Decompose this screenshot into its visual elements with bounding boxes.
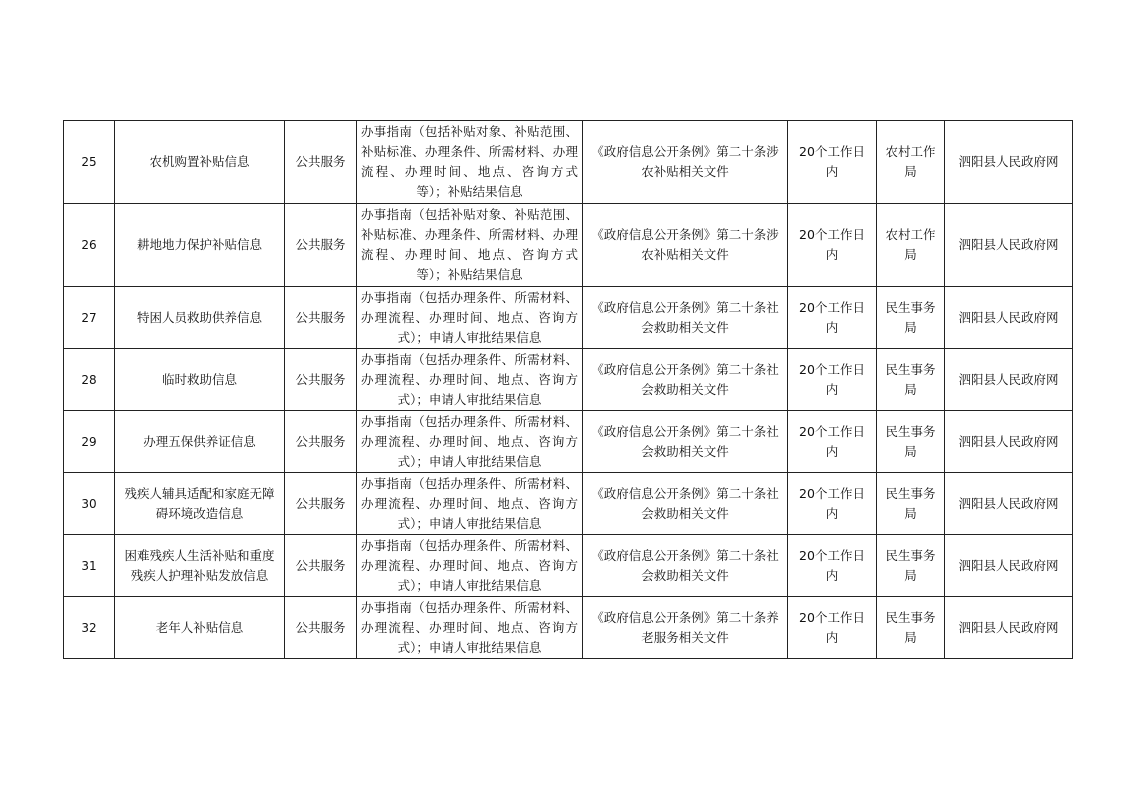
disclosure-basis: 《政府信息公开条例》第二十条社会救助相关文件 [583, 349, 788, 411]
row-number: 31 [64, 535, 115, 597]
responsible-dept: 民生事务局 [877, 473, 945, 535]
item-type: 公共服务 [285, 597, 357, 659]
disclosure-basis: 《政府信息公开条例》第二十条社会救助相关文件 [583, 535, 788, 597]
item-name: 残疾人辅具适配和家庭无障碍环境改造信息 [115, 473, 285, 535]
time-limit: 20个工作日内 [788, 121, 877, 204]
item-name: 办理五保供养证信息 [115, 411, 285, 473]
item-name: 临时救助信息 [115, 349, 285, 411]
disclosure-content: 办事指南（包括办理条件、所需材料、办理流程、办理时间、地点、咨询方式）；申请人审批结果信息 [357, 349, 583, 411]
item-type: 公共服务 [285, 535, 357, 597]
item-name: 困难残疾人生活补贴和重度残疾人护理补贴发放信息 [115, 535, 285, 597]
publish-channel: 泗阳县人民政府网 [945, 411, 1073, 473]
table-row [64, 411, 1073, 473]
item-name: 特困人员救助供养信息 [115, 287, 285, 349]
item-name: 耕地地力保护补贴信息 [115, 204, 285, 287]
responsible-dept: 农村工作局 [877, 204, 945, 287]
row-number: 25 [64, 121, 115, 204]
disclosure-basis: 《政府信息公开条例》第二十条社会救助相关文件 [583, 473, 788, 535]
row-number: 29 [64, 411, 115, 473]
disclosure-basis: 《政府信息公开条例》第二十条涉农补贴相关文件 [583, 121, 788, 204]
responsible-dept: 农村工作局 [877, 121, 945, 204]
disclosure-basis: 《政府信息公开条例》第二十条社会救助相关文件 [583, 411, 788, 473]
disclosure-content: 办事指南（包括补贴对象、补贴范围、补贴标准、办理条件、所需材料、办理流程、办理时间、地点、咨询方式等）；补贴结果信息 [357, 204, 583, 287]
time-limit: 20个工作日内 [788, 597, 877, 659]
disclosure-basis: 《政府信息公开条例》第二十条涉农补贴相关文件 [583, 204, 788, 287]
row-number: 26 [64, 204, 115, 287]
time-limit: 20个工作日内 [788, 473, 877, 535]
disclosure-content: 办事指南（包括办理条件、所需材料、办理流程、办理时间、地点、咨询方式）；申请人审批结果信息 [357, 411, 583, 473]
responsible-dept: 民生事务局 [877, 287, 945, 349]
responsible-dept: 民生事务局 [877, 349, 945, 411]
disclosure-content: 办事指南（包括办理条件、所需材料、办理流程、办理时间、地点、咨询方式）；申请人审批结果信息 [357, 597, 583, 659]
table-row [64, 287, 1073, 349]
publish-channel: 泗阳县人民政府网 [945, 204, 1073, 287]
disclosure-content: 办事指南（包括办理条件、所需材料、办理流程、办理时间、地点、咨询方式）；申请人审批结果信息 [357, 287, 583, 349]
disclosure-content: 办事指南（包括办理条件、所需材料、办理流程、办理时间、地点、咨询方式）；申请人审批结果信息 [357, 473, 583, 535]
disclosure-basis: 《政府信息公开条例》第二十条养老服务相关文件 [583, 597, 788, 659]
row-number: 28 [64, 349, 115, 411]
table-row [64, 349, 1073, 411]
responsible-dept: 民生事务局 [877, 411, 945, 473]
disclosure-content: 办事指南（包括办理条件、所需材料、办理流程、办理时间、地点、咨询方式）；申请人审批结果信息 [357, 535, 583, 597]
responsible-dept: 民生事务局 [877, 597, 945, 659]
publish-channel: 泗阳县人民政府网 [945, 349, 1073, 411]
table-row [64, 204, 1073, 287]
publish-channel: 泗阳县人民政府网 [945, 287, 1073, 349]
item-type: 公共服务 [285, 287, 357, 349]
item-type: 公共服务 [285, 121, 357, 204]
item-type: 公共服务 [285, 349, 357, 411]
disclosure-content: 办事指南（包括补贴对象、补贴范围、补贴标准、办理条件、所需材料、办理流程、办理时间、地点、咨询方式等）；补贴结果信息 [357, 121, 583, 204]
disclosure-table [63, 120, 1073, 659]
item-type: 公共服务 [285, 204, 357, 287]
time-limit: 20个工作日内 [788, 287, 877, 349]
publish-channel: 泗阳县人民政府网 [945, 535, 1073, 597]
publish-channel: 泗阳县人民政府网 [945, 121, 1073, 204]
row-number: 30 [64, 473, 115, 535]
item-name: 农机购置补贴信息 [115, 121, 285, 204]
row-number: 32 [64, 597, 115, 659]
time-limit: 20个工作日内 [788, 535, 877, 597]
row-number: 27 [64, 287, 115, 349]
item-name: 老年人补贴信息 [115, 597, 285, 659]
table-row [64, 473, 1073, 535]
time-limit: 20个工作日内 [788, 204, 877, 287]
table-row [64, 121, 1073, 204]
time-limit: 20个工作日内 [788, 411, 877, 473]
table-row [64, 535, 1073, 597]
time-limit: 20个工作日内 [788, 349, 877, 411]
publish-channel: 泗阳县人民政府网 [945, 473, 1073, 535]
disclosure-basis: 《政府信息公开条例》第二十条社会救助相关文件 [583, 287, 788, 349]
table-row [64, 597, 1073, 659]
publish-channel: 泗阳县人民政府网 [945, 597, 1073, 659]
item-type: 公共服务 [285, 473, 357, 535]
responsible-dept: 民生事务局 [877, 535, 945, 597]
item-type: 公共服务 [285, 411, 357, 473]
